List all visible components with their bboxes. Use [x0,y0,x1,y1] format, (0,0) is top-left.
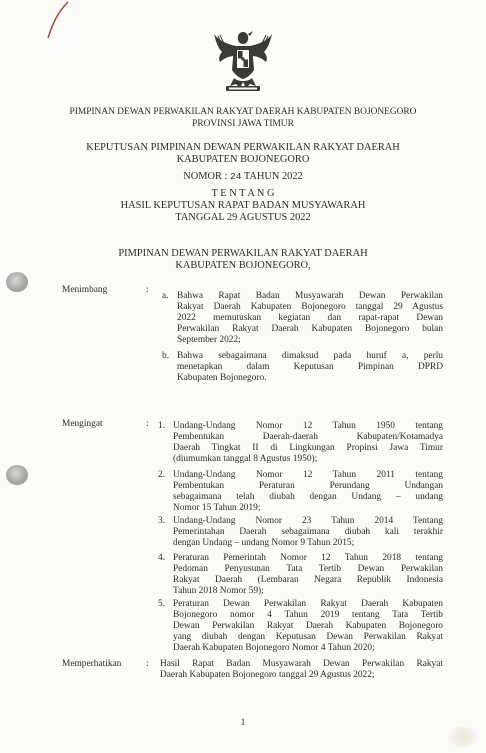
text-line: Pedoman Penyusunan Tata Tertib Dewan Perwakilan [173,564,443,574]
text-line: Daerah Kabupaten Bojonegoro tanggal 29 Agustus 2022; [160,670,375,680]
decree-number-year: TAHUN 2022 [243,171,303,182]
mengingat-item-3 [173,516,443,549]
text-line: dengan Undang – undang Nomor 9 Tahun 2015; [173,538,355,548]
text-line: Rakyat Daerah (Lembaran Negara Republik Indonesia [173,575,443,585]
memperhatikan-colon: : [146,659,149,669]
text-line: Bahwa Rapat Badan Musyawarah Dewan Perwakilan [177,291,443,301]
text-line: Bojonegoro nomor 4 Tahun 2019 tentang Tata Tertib [173,610,443,620]
menimbang-label: Menimbang [62,285,108,295]
menimbang-item-a [177,291,443,346]
text-line: Daerah Kabupaten Bojonegoro Nomor 4 Tahun 2020; [173,643,375,653]
text-line: Dewan Perwakilan Rakyat Daerah Kabupaten Bojonegoro [173,621,443,631]
decree-title-line-1: KEPUTUSAN PIMPINAN DEWAN PERWAKILAN RAKYAT DAERAH [86,142,400,153]
tentang-heading: T E N T A N G [211,188,275,199]
mengingat-label: Mengingat [62,419,103,429]
text-line: Pemerintahan Daerah sebagaimana diubah kali terakhir [173,527,443,537]
menimbang-marker-b: b. [162,351,170,361]
menimbang-colon: : [146,285,149,295]
garuda-pancasila-emblem-icon [212,28,274,94]
menimbang-marker-a: a. [162,291,169,301]
mengingat-item-1 [173,421,443,465]
text-line: Pembentukan Daerah-daerah Kabupaten/Kotamadya [173,432,443,442]
text-line: Peraturan Dewan Perwakilan Rakyat Daerah Kabupaten [173,599,443,609]
text-line: Tahun 2018 Nomor 59); [173,586,264,596]
text-line: Bahwa sebagaimana dimaksud pada huruf a, perlu [177,351,443,361]
text-line: Kabupaten Bojonegoro. [177,373,267,383]
paper-smudge [448,727,478,747]
text-line: Nomor 15 Tahun 2019; [173,503,261,513]
text-line: Perwakilan Rakyat Daerah Kabupaten Bojonegoro bulan [177,324,443,334]
institution-line-1: PIMPINAN DEWAN PERWAKILAN RAKYAT DAERAH KABUPATEN BOJONEGORO [69,107,417,117]
pen-mark [42,0,72,40]
text-line: Peraturan Pemerintah Nomor 12 Tahun 2018 tentang [173,553,443,563]
text-line: Pembentukan Peraturan Perundang Undangan [173,481,443,491]
mengingat-colon: : [146,419,149,429]
text-line: Hasil Rapat Badan Musyawarah Dewan Perwakilan Rakyat [160,659,443,669]
mengingat-marker-3: 3. [158,516,166,526]
subject-line-2: TANGGAL 29 AGUSTUS 2022 [175,212,311,223]
text-line: Rakyat Daerah Kabupaten Bojonegoro tanggal 29 Agustus [177,302,443,312]
authority-line-2: KABUPATEN BOJONEGORO, [175,260,311,271]
mengingat-marker-4: 4. [158,553,166,563]
decree-number-value: 24 [230,171,242,182]
punch-hole [6,465,28,485]
text-line: Daerah Tingkat II di Lingkungan Propinsi Jawa Timur [173,443,443,453]
text-line: Undang-Undang Nomor 23 Tahun 2014 Tentang [173,516,443,526]
text-line: 2022 memutuskan kegiatan dan rapat-rapat Dewan [177,313,443,323]
institution-line-2: PROVINSI JAWA TIMUR [192,119,294,129]
memperhatikan-label: Memperhatikan [62,659,122,669]
subject-line-1: HASIL KEPUTUSAN RAPAT BADAN MUSYAWARAH [120,200,366,211]
mengingat-item-5 [173,599,443,654]
mengingat-marker-2: 2. [158,470,166,480]
mengingat-marker-5: 5. [158,599,166,609]
mengingat-marker-1: 1. [158,421,166,431]
text-line: Undang-Undang Nomor 12 Tahun 1950 tentang [173,421,443,431]
text-line: September 2022; [177,335,241,345]
text-line: yang diubah dengan Keputusan Dewan Perwakilan Rakyat [173,632,443,642]
text-line: (diumumkan tanggal 8 Agustus 1950); [173,454,318,464]
text-line: sebagaimana telah diubah dengan Undang – undang [173,492,443,502]
menimbang-item-b [177,351,443,384]
text-line: menetapkan dalam Keputusan Pimpinan DPRD [177,362,443,372]
decree-number [0,171,486,182]
text-line: Undang-Undang Nomor 12 Tahun 2011 tentang [173,470,443,480]
decree-title-line-2: KABUPATEN BOJONEGORO [176,154,310,165]
mengingat-item-2 [173,470,443,514]
authority-line-1: PIMPINAN DEWAN PERWAKILAN RAKYAT DAERAH [118,248,368,259]
memperhatikan-text [160,659,443,681]
page-number: 1 [240,718,246,728]
mengingat-item-4 [173,553,443,597]
decree-number-label: NOMOR : [183,171,228,182]
punch-hole [6,272,28,292]
